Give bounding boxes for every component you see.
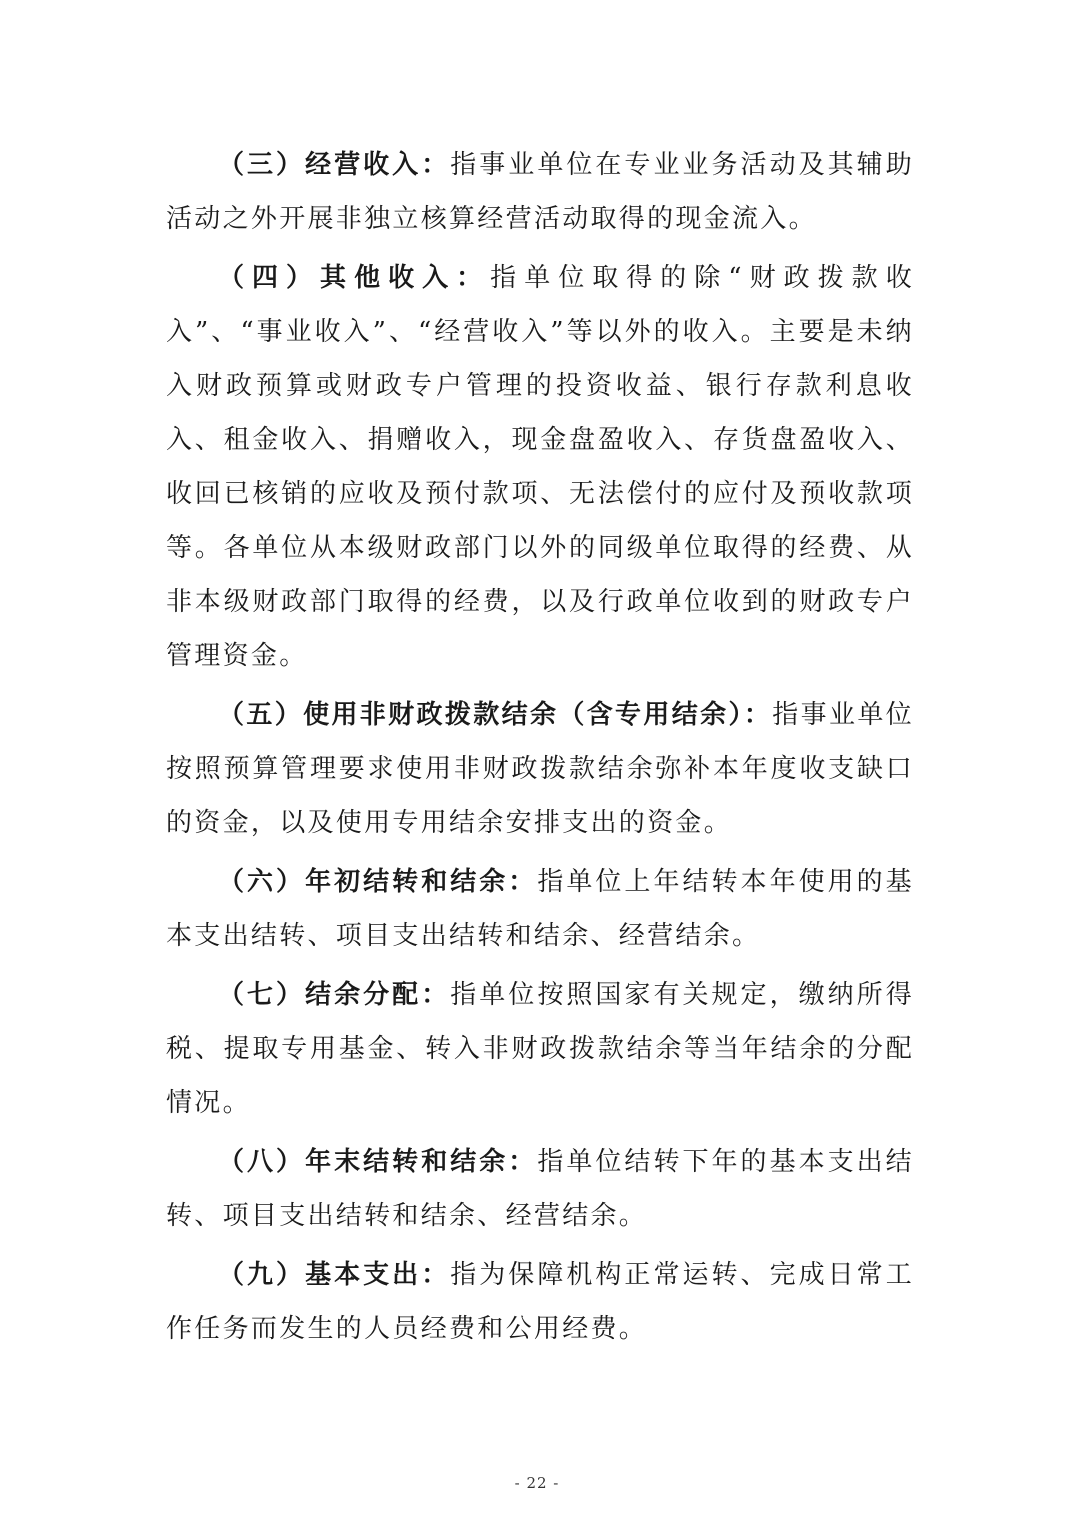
paragraph-basic-expenditure [166,1248,914,1356]
page-number: - 22 - [514,1474,560,1492]
term-heading: （五）使用非财政拨款结余（含专用结余）： [218,700,773,730]
term-definition: 指事业单位在专业业务活动及其辅助活动之外开展非独立核算经营活动取得的现金流入。 [166,150,914,234]
term-heading: （九）基本支出： [218,1260,451,1290]
term-heading: （四）其他收入： [218,263,491,293]
paragraph-other-income [166,251,914,683]
paragraph-beginning-carryover [166,855,914,963]
term-definition: 指单位结转下年的基本支出结转、项目支出结转和结余、经营结余。 [166,1147,914,1231]
term-definition: 指单位按照国家有关规定，缴纳所得税、提取专用基金、转入非财政拨款结余等当年结余的分配情况。 [166,980,914,1118]
term-heading: （六）年初结转和结余： [218,867,538,897]
term-heading: （七）结余分配： [218,980,451,1010]
term-definition: 指为保障机构正常运转、完成日常工作任务而发生的人员经费和公用经费。 [166,1260,914,1344]
term-definition: 指单位取得的除“财政拨款收入”、“事业收入”、“经营收入”等以外的收入。主要是未纳入财政预算或财政专户管理的投资收益、银行存款利息收入、租金收入、捐赠收入，现金盘盈收入、存货盘盈收入、收回已核销的应收及预付款项、无法偿付的应付及预收款项等。各单位从本级财政部门以外的同级单位取得的经费、从非本级财政部门取得的经费，以及行政单位收到的财政专户管理资金。 [166,263,914,671]
paragraph-year-end-carryover [166,1135,914,1243]
paragraph-operating-income [166,138,914,246]
paragraph-balance-distribution [166,968,914,1130]
term-heading: （八）年末结转和结余： [218,1147,538,1177]
term-definition: 指单位上年结转本年使用的基本支出结转、项目支出结转和结余、经营结余。 [166,867,914,951]
term-heading: （三）经营收入： [218,150,451,180]
document-body [166,138,914,1361]
paragraph-use-of-non-fiscal-balance [166,688,914,850]
term-definition: 指事业单位按照预算管理要求使用非财政拨款结余弥补本年度收支缺口的资金，以及使用专用结余安排支出的资金。 [166,700,914,838]
